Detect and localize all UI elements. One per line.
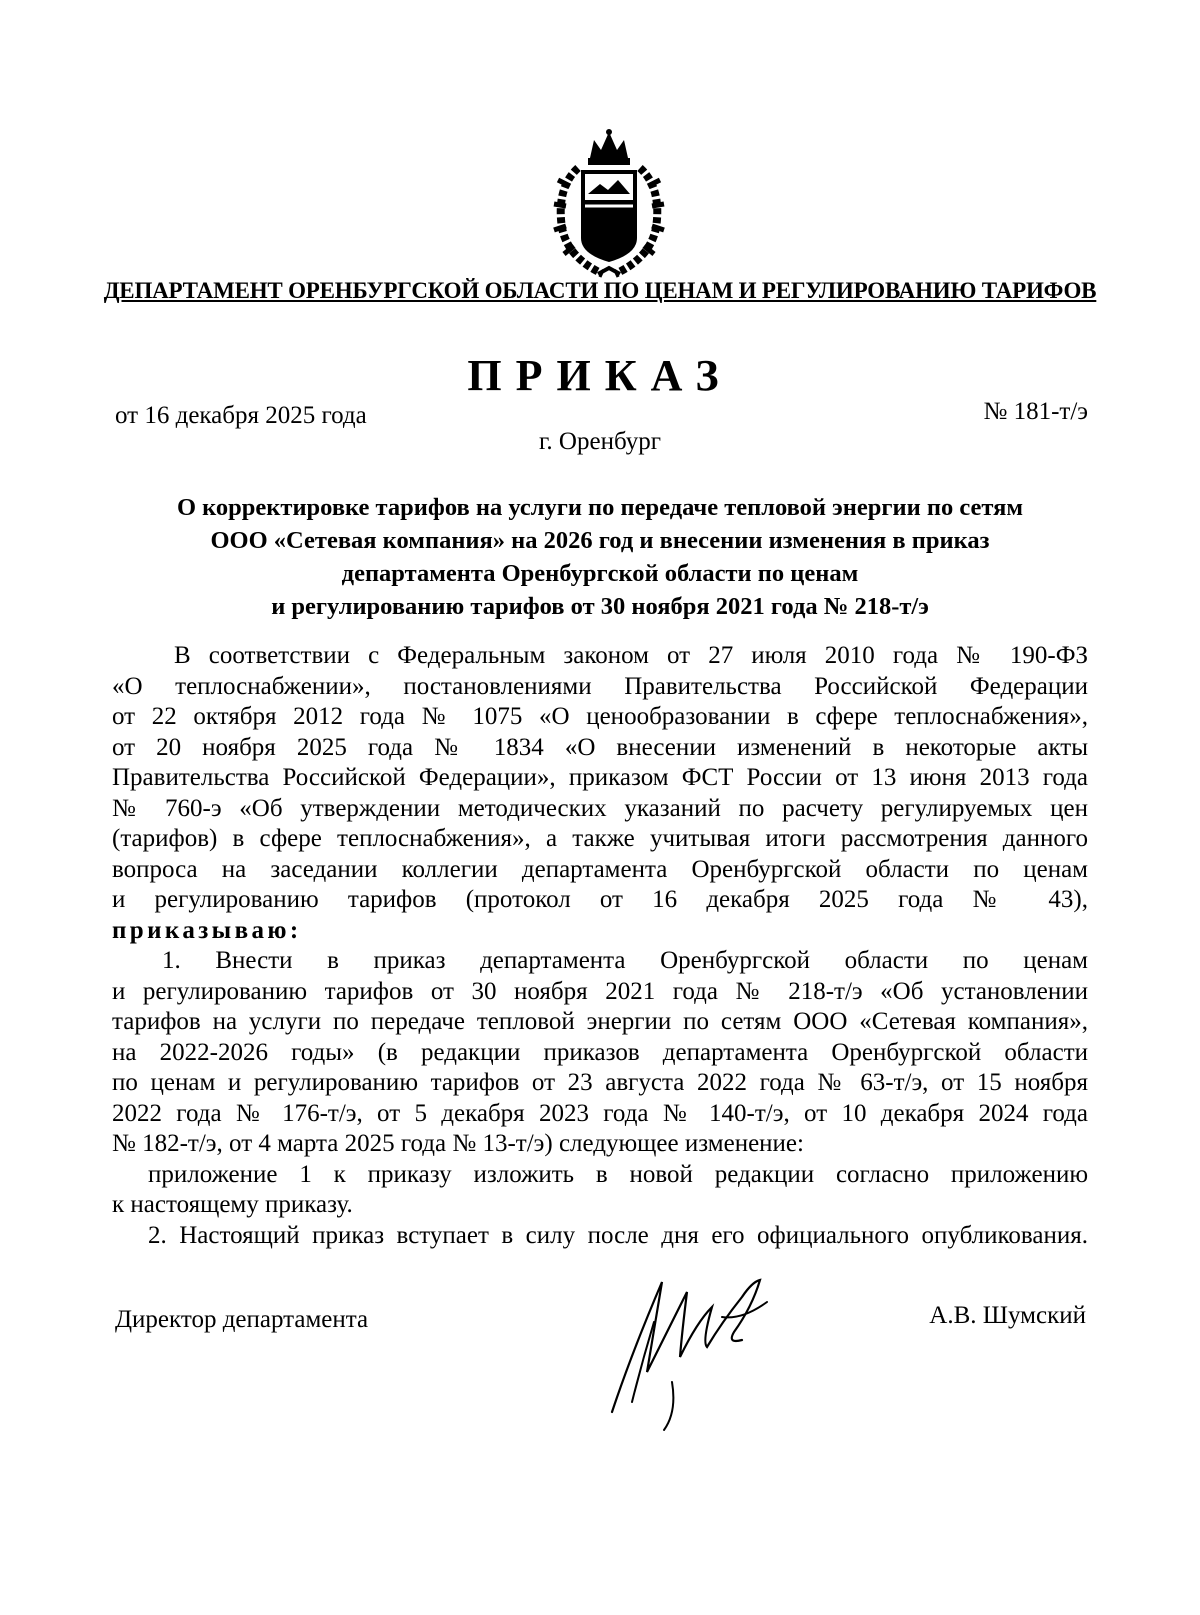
- preamble-line: № 760-э «Об утверждении методических указаний по расчету регулируемых цен: [112, 794, 1088, 822]
- item2-line: 2. Настоящий приказ вступает в силу после дня его официального опубликования.: [148, 1221, 1088, 1249]
- signatory-name: А.В. Шумский: [929, 1302, 1086, 1329]
- preamble-line: от 20 ноября 2025 года № 1834 «О внесении изменений в некоторые акты: [112, 733, 1088, 761]
- item1-line: 1. Внести в приказ департамента Оренбургской области по ценам: [162, 947, 1088, 974]
- handwritten-signature-icon: [602, 1262, 802, 1432]
- order-heading: [100, 491, 1100, 623]
- item1-line: и регулированию тарифов от 30 ноября 2021 года № 218-т/э «Об установлении: [112, 977, 1088, 1005]
- preamble-line: вопроса на заседании коллегии департамента Оренбургской области по ценам: [112, 855, 1088, 883]
- signatory-position: Директор департамента: [115, 1306, 369, 1333]
- appendix-line: к настоящему приказу.: [112, 1191, 353, 1218]
- coat-of-arms-icon: [548, 128, 670, 278]
- order-date: от 16 декабря 2025 года: [115, 402, 367, 429]
- preamble-line: (тарифов) в сфере теплоснабжения», а также учитывая итоги рассмотрения данного: [112, 825, 1088, 852]
- order-city: г. Оренбург: [539, 428, 661, 455]
- item1-line: тарифов на услуги по передаче тепловой энергии по сетям ООО «Сетевая компания»,: [112, 1008, 1088, 1035]
- preamble-line: от 22 октября 2012 года № 1075 «О ценообразовании в сфере теплоснабжения»,: [112, 703, 1088, 730]
- heading-line: О корректировке тарифов на услуги по передаче тепловой энергии по сетям: [176, 494, 1024, 521]
- preamble-line: В соответствии с Федеральным законом от 27 июля 2010 года № 190-ФЗ: [174, 642, 1088, 669]
- document-type-title: ПРИКАЗ: [467, 351, 733, 400]
- appendix-line: приложение 1 к приказу изложить в новой редакции согласно приложению: [148, 1160, 1088, 1188]
- item1-line: на 2022-2026 годы» (в редакции приказов департамента Оренбургской области: [112, 1038, 1088, 1066]
- department-name: ДЕПАРТАМЕНТ ОРЕНБУРГСКОЙ ОБЛАСТИ ПО ЦЕНАМ И РЕГУЛИРОВАНИЮ ТАРИФОВ: [103, 278, 1097, 303]
- order-word: приказываю:: [112, 916, 302, 944]
- order-number: № 181-т/э: [983, 398, 1088, 425]
- preamble-line: и регулированию тарифов (протокол от 16 декабря 2025 года № 43),: [112, 886, 1088, 913]
- item1-line: 2022 года № 176-т/э, от 5 декабря 2023 года № 140-т/э, от 10 декабря 2024 года: [112, 1099, 1088, 1127]
- preamble-line: «О теплоснабжении», постановлениями Правительства Российской Федерации: [112, 672, 1088, 700]
- heading-line: ООО «Сетевая компания» на 2026 год и внесении изменения в приказ: [210, 527, 990, 554]
- order-body: [112, 641, 1088, 1251]
- heading-line: и регулированию тарифов от 30 ноября 2021 года № 218-т/э: [271, 593, 929, 620]
- preamble-line: Правительства Российской Федерации», приказом ФСТ России от 13 июня 2013 года: [112, 764, 1088, 791]
- heading-line: департамента Оренбургской области по ценам: [341, 560, 859, 587]
- item1-line: № 182-т/э, от 4 марта 2025 года № 13-т/э) следующее изменение:: [112, 1130, 804, 1157]
- item1-line: по ценам и регулированию тарифов от 23 августа 2022 года № 63-т/э, от 15 ноября: [112, 1069, 1088, 1096]
